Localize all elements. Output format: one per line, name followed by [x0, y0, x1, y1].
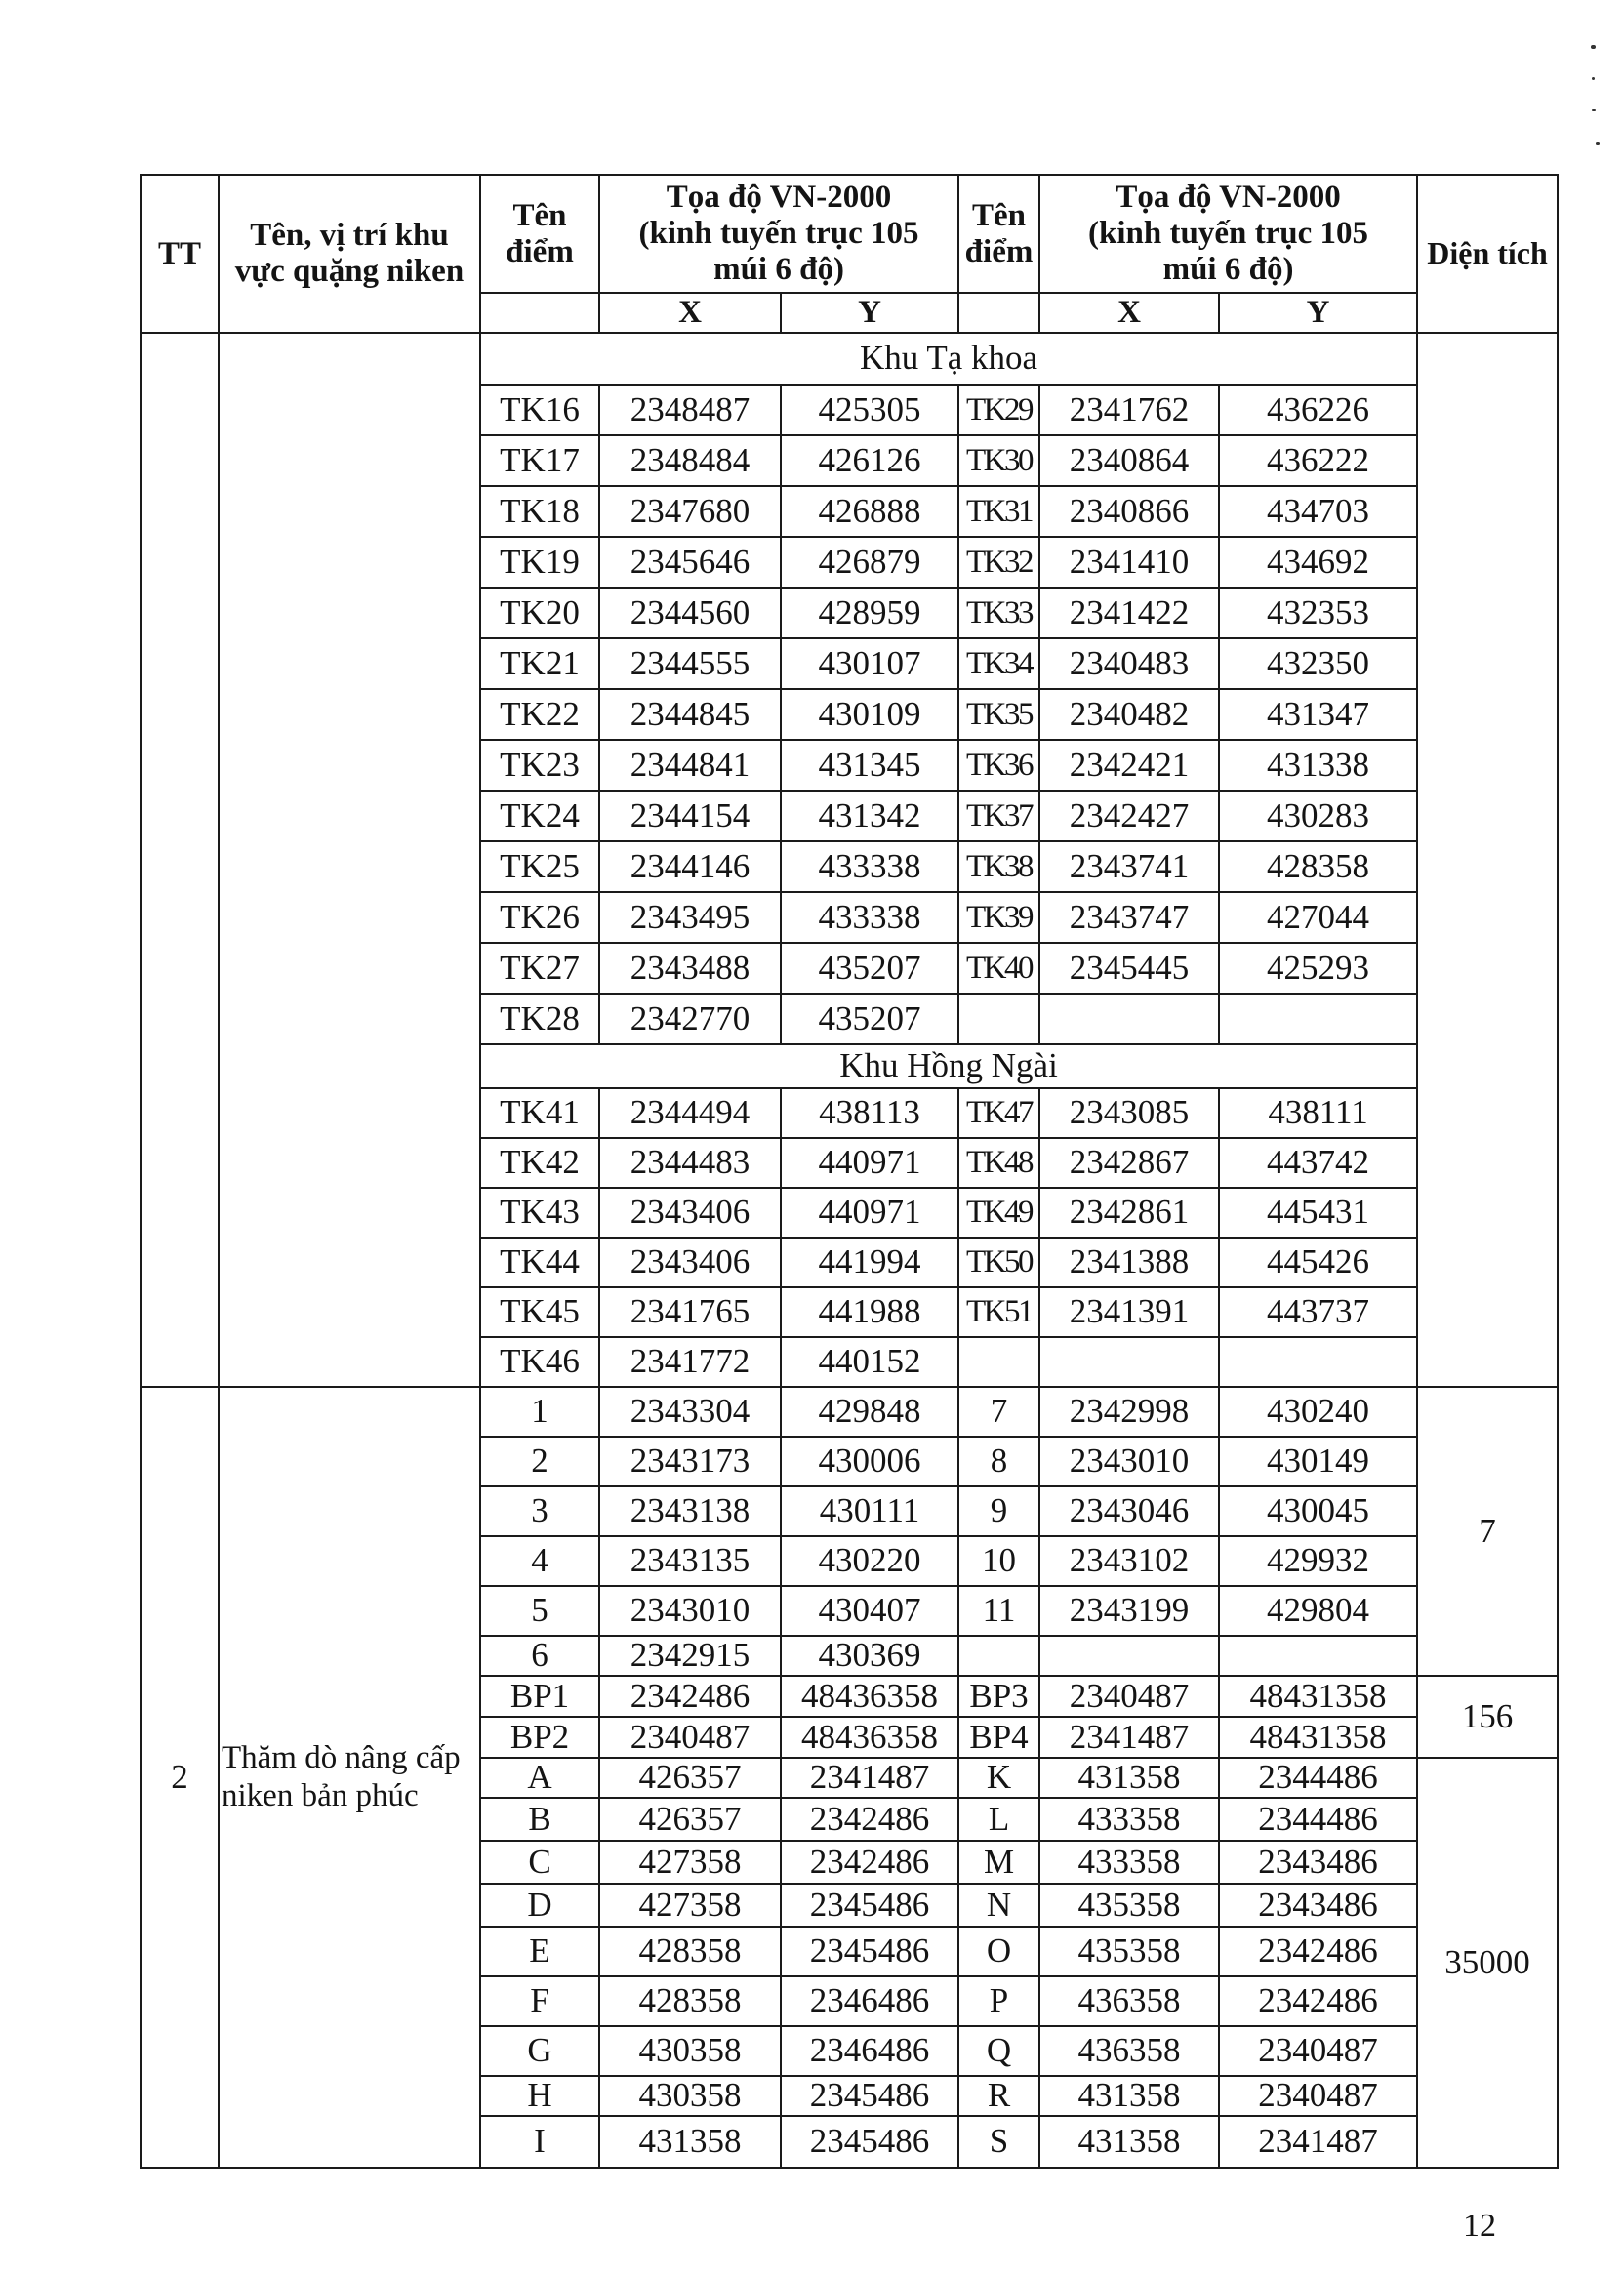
x-coord-cell: 430358: [599, 2076, 781, 2116]
point-name-cell: BP3: [958, 1676, 1039, 1717]
y-coord-cell: 435207: [781, 994, 958, 1044]
x-coord-cell: 2342998: [1039, 1387, 1219, 1437]
x-coord-cell: 2344560: [599, 588, 781, 638]
x-coord-cell: 2343747: [1039, 892, 1219, 943]
point-name-cell: TK16: [480, 385, 599, 435]
y-coord-cell: 441988: [781, 1287, 958, 1337]
x-coord-cell: 2340487: [1039, 1676, 1219, 1717]
header-point-name: [958, 175, 1039, 293]
x-coord-cell: 2341422: [1039, 588, 1219, 638]
x-coord-cell: 2343488: [599, 943, 781, 994]
x-coord-cell: 436358: [1039, 1976, 1219, 2026]
point-name-cell: TK28: [480, 994, 599, 1044]
scan-mark: [1596, 142, 1600, 145]
y-coord-cell: 48431358: [1219, 1676, 1417, 1717]
y-coord-cell: 438113: [781, 1088, 958, 1138]
header-zone-name-line: Tên, vị trí khu: [250, 218, 449, 254]
scan-mark: [1592, 109, 1596, 111]
y-coord-cell: 426126: [781, 435, 958, 486]
x-coord-cell: 435358: [1039, 1884, 1219, 1927]
y-coord-cell: 433338: [781, 841, 958, 892]
point-name-cell: 3: [480, 1486, 599, 1536]
y-coord-cell: 441994: [781, 1238, 958, 1287]
point-name-cell: S: [958, 2116, 1039, 2168]
x-coord-cell: 2341762: [1039, 385, 1219, 435]
point-name-cell: 7: [958, 1387, 1039, 1437]
header-y: Y: [1219, 293, 1417, 333]
x-coord-cell: 2343102: [1039, 1536, 1219, 1586]
x-coord-cell: 2342915: [599, 1636, 781, 1676]
point-name-cell: I: [480, 2116, 599, 2168]
point-name-cell: TK34: [958, 638, 1039, 689]
y-coord-cell: 2344486: [1219, 1798, 1417, 1841]
point-name-cell: TK21: [480, 638, 599, 689]
area-cell: 7: [1417, 1387, 1558, 1676]
point-name-cell: TK40: [958, 943, 1039, 994]
point-name-cell: TK46: [480, 1337, 599, 1387]
point-name-cell: TK23: [480, 740, 599, 791]
area-cell: [1417, 333, 1558, 1387]
x-coord-cell: 2345445: [1039, 943, 1219, 994]
point-name-cell: M: [958, 1841, 1039, 1884]
point-name-cell: O: [958, 1927, 1039, 1976]
point-name-cell: TK27: [480, 943, 599, 994]
y-coord-cell: 430149: [1219, 1437, 1417, 1486]
point-name-cell: TK30: [958, 435, 1039, 486]
point-name-cell: 2: [480, 1437, 599, 1486]
x-coord-cell: 430358: [599, 2026, 781, 2076]
y-coord-cell: [1219, 1337, 1417, 1387]
x-coord-cell: 2342427: [1039, 791, 1219, 841]
x-coord-cell: 2340866: [1039, 486, 1219, 537]
x-coord-cell: 2343010: [599, 1586, 781, 1636]
x-coord-cell: 2343741: [1039, 841, 1219, 892]
x-coord-cell: 2343173: [599, 1437, 781, 1486]
y-coord-cell: 430240: [1219, 1387, 1417, 1437]
point-name-cell: TK38: [958, 841, 1039, 892]
point-name-cell: TK51: [958, 1287, 1039, 1337]
header-point-name-line: Tên: [512, 197, 567, 233]
x-coord-cell: 428358: [599, 1976, 781, 2026]
y-coord-cell: 430369: [781, 1636, 958, 1676]
y-coord-cell: 2345486: [781, 1927, 958, 1976]
y-coord-cell: 435207: [781, 943, 958, 994]
y-coord-cell: 48436358: [781, 1717, 958, 1758]
point-name-cell: TK22: [480, 689, 599, 740]
y-coord-cell: [1219, 1636, 1417, 1676]
point-name-cell: TK25: [480, 841, 599, 892]
x-coord-cell: 433358: [1039, 1841, 1219, 1884]
header-x: X: [1039, 293, 1219, 333]
x-coord-cell: 2341765: [599, 1287, 781, 1337]
header-coordinates-line: múi 6 độ): [713, 251, 844, 287]
point-name-cell: TK35: [958, 689, 1039, 740]
point-name-cell: TK47: [958, 1088, 1039, 1138]
y-coord-cell: 2341487: [1219, 2116, 1417, 2168]
point-name-cell: TK33: [958, 588, 1039, 638]
y-coord-cell: 431338: [1219, 740, 1417, 791]
header-coordinates: [599, 175, 958, 293]
point-name-cell: B: [480, 1798, 599, 1841]
point-name-cell: BP4: [958, 1717, 1039, 1758]
x-coord-cell: 433358: [1039, 1798, 1219, 1841]
y-coord-cell: 440971: [781, 1138, 958, 1188]
y-coord-cell: 433338: [781, 892, 958, 943]
point-name-cell: 6: [480, 1636, 599, 1676]
header-coordinates-line: Tọa độ VN-2000: [666, 180, 892, 216]
x-coord-cell: 2342421: [1039, 740, 1219, 791]
y-coord-cell: 430111: [781, 1486, 958, 1536]
point-name-cell: BP1: [480, 1676, 599, 1717]
zone-name-cell: [219, 333, 480, 1387]
point-name-cell: TK42: [480, 1138, 599, 1188]
x-coord-cell: 2342770: [599, 994, 781, 1044]
y-coord-cell: 430045: [1219, 1486, 1417, 1536]
x-coord-cell: 2344154: [599, 791, 781, 841]
area-cell: 156: [1417, 1676, 1558, 1758]
point-name-cell: TK19: [480, 537, 599, 588]
x-coord-cell: 2348484: [599, 435, 781, 486]
area-cell: 35000: [1417, 1758, 1558, 2168]
point-name-cell: [958, 1337, 1039, 1387]
y-coord-cell: 436222: [1219, 435, 1417, 486]
point-name-cell: 9: [958, 1486, 1039, 1536]
x-coord-cell: 427358: [599, 1884, 781, 1927]
header-zone-name: [219, 175, 480, 333]
x-coord-cell: 2344483: [599, 1138, 781, 1188]
subzone-title: Khu Tạ khoa: [480, 333, 1417, 385]
y-coord-cell: 48431358: [1219, 1717, 1417, 1758]
point-name-cell: TK29: [958, 385, 1039, 435]
table-row: [141, 1387, 1558, 1437]
x-coord-cell: 427358: [599, 1841, 781, 1884]
header-blank-cell: [480, 293, 599, 333]
y-coord-cell: 431345: [781, 740, 958, 791]
point-name-cell: 11: [958, 1586, 1039, 1636]
y-coord-cell: 436226: [1219, 385, 1417, 435]
point-name-cell: N: [958, 1884, 1039, 1927]
point-name-cell: E: [480, 1927, 599, 1976]
x-coord-cell: 2344494: [599, 1088, 781, 1138]
x-coord-cell: 435358: [1039, 1927, 1219, 1976]
point-name-cell: TK17: [480, 435, 599, 486]
y-coord-cell: 48436358: [781, 1676, 958, 1717]
y-coord-cell: 425293: [1219, 943, 1417, 994]
point-name-cell: K: [958, 1758, 1039, 1798]
coordinates-table: [140, 174, 1559, 2169]
point-name-cell: TK44: [480, 1238, 599, 1287]
page-number: 12: [1463, 2208, 1496, 2244]
point-name-cell: TK41: [480, 1088, 599, 1138]
x-coord-cell: 2343010: [1039, 1437, 1219, 1486]
y-coord-cell: 430109: [781, 689, 958, 740]
x-coord-cell: 436358: [1039, 2026, 1219, 2076]
tt-cell: [141, 333, 219, 1387]
x-coord-cell: [1039, 1337, 1219, 1387]
y-coord-cell: 2346486: [781, 1976, 958, 2026]
point-name-cell: TK36: [958, 740, 1039, 791]
y-coord-cell: 429848: [781, 1387, 958, 1437]
point-name-cell: TK45: [480, 1287, 599, 1337]
y-coord-cell: 2343486: [1219, 1841, 1417, 1884]
point-name-cell: 1: [480, 1387, 599, 1437]
y-coord-cell: 426879: [781, 537, 958, 588]
point-name-cell: [958, 1636, 1039, 1676]
y-coord-cell: 2340487: [1219, 2076, 1417, 2116]
scan-mark: [1591, 45, 1596, 49]
header-coordinates: [1039, 175, 1417, 293]
header-coordinates-line: (kinh tuyến trục 105: [1088, 216, 1368, 252]
y-coord-cell: 2345486: [781, 2076, 958, 2116]
x-coord-cell: [1039, 994, 1219, 1044]
y-coord-cell: 2341487: [781, 1758, 958, 1798]
y-coord-cell: 2342486: [1219, 1927, 1417, 1976]
point-name-cell: F: [480, 1976, 599, 2026]
point-name-cell: 5: [480, 1586, 599, 1636]
tt-cell: 2: [141, 1387, 219, 2168]
x-coord-cell: 2342861: [1039, 1188, 1219, 1238]
y-coord-cell: 434692: [1219, 537, 1417, 588]
y-coord-cell: 431347: [1219, 689, 1417, 740]
y-coord-cell: 2343486: [1219, 1884, 1417, 1927]
y-coord-cell: 430006: [781, 1437, 958, 1486]
x-coord-cell: 2343495: [599, 892, 781, 943]
x-coord-cell: 2343304: [599, 1387, 781, 1437]
x-coord-cell: 2340864: [1039, 435, 1219, 486]
x-coord-cell: 426357: [599, 1758, 781, 1798]
x-coord-cell: 431358: [599, 2116, 781, 2168]
y-coord-cell: [1219, 994, 1417, 1044]
point-name-cell: TK39: [958, 892, 1039, 943]
header-coordinates-line: múi 6 độ): [1162, 251, 1294, 287]
y-coord-cell: 2342486: [781, 1841, 958, 1884]
point-name-cell: 10: [958, 1536, 1039, 1586]
zone-name-cell: [219, 1387, 480, 2168]
header-zone-name-line: vực quặng niken: [234, 254, 465, 289]
header-point-name-line: Tên: [972, 197, 1027, 233]
zone-name-line: niken bản phúc: [222, 1778, 419, 1813]
y-coord-cell: 431342: [781, 791, 958, 841]
point-name-cell: R: [958, 2076, 1039, 2116]
point-name-cell: C: [480, 1841, 599, 1884]
point-name-cell: TK43: [480, 1188, 599, 1238]
x-coord-cell: 2348487: [599, 385, 781, 435]
x-coord-cell: 2344146: [599, 841, 781, 892]
y-coord-cell: 430407: [781, 1586, 958, 1636]
y-coord-cell: 432350: [1219, 638, 1417, 689]
y-coord-cell: 429932: [1219, 1536, 1417, 1586]
x-coord-cell: 2341410: [1039, 537, 1219, 588]
y-coord-cell: 426888: [781, 486, 958, 537]
point-name-cell: P: [958, 1976, 1039, 2026]
y-coord-cell: 2342486: [1219, 1976, 1417, 2026]
point-name-cell: Q: [958, 2026, 1039, 2076]
y-coord-cell: 2345486: [781, 1884, 958, 1927]
point-name-cell: A: [480, 1758, 599, 1798]
x-coord-cell: 2344845: [599, 689, 781, 740]
point-name-cell: 4: [480, 1536, 599, 1586]
x-coord-cell: 431358: [1039, 2076, 1219, 2116]
point-name-cell: TK48: [958, 1138, 1039, 1188]
x-coord-cell: 2342867: [1039, 1138, 1219, 1188]
x-coord-cell: 2344555: [599, 638, 781, 689]
point-name-cell: TK49: [958, 1188, 1039, 1238]
y-coord-cell: 430283: [1219, 791, 1417, 841]
y-coord-cell: 432353: [1219, 588, 1417, 638]
table-body: [141, 333, 1558, 2168]
y-coord-cell: 434703: [1219, 486, 1417, 537]
y-coord-cell: 443742: [1219, 1138, 1417, 1188]
x-coord-cell: 2343138: [599, 1486, 781, 1536]
point-name-cell: TK26: [480, 892, 599, 943]
header-row: [141, 175, 1558, 293]
header-coordinates-line: Tọa độ VN-2000: [1116, 180, 1341, 216]
point-name-cell: TK24: [480, 791, 599, 841]
x-coord-cell: 431358: [1039, 1758, 1219, 1798]
point-name-cell: D: [480, 1884, 599, 1927]
x-coord-cell: 2345646: [599, 537, 781, 588]
y-coord-cell: 428358: [1219, 841, 1417, 892]
x-coord-cell: 2347680: [599, 486, 781, 537]
document-sheet: [140, 174, 1559, 2169]
point-name-cell: TK20: [480, 588, 599, 638]
header-blank-cell: [958, 293, 1039, 333]
subzone-title: Khu Hồng Ngài: [480, 1044, 1417, 1088]
scan-mark: [1592, 77, 1595, 80]
y-coord-cell: 445431: [1219, 1188, 1417, 1238]
y-coord-cell: 443737: [1219, 1287, 1417, 1337]
y-coord-cell: 2340487: [1219, 2026, 1417, 2076]
y-coord-cell: 2342486: [781, 1798, 958, 1841]
point-name-cell: 8: [958, 1437, 1039, 1486]
point-name-cell: TK50: [958, 1238, 1039, 1287]
header-point-name-line: điểm: [506, 233, 574, 269]
x-coord-cell: 2343406: [599, 1188, 781, 1238]
y-coord-cell: 430220: [781, 1536, 958, 1586]
x-coord-cell: 2341388: [1039, 1238, 1219, 1287]
header-point-name-line: điểm: [964, 233, 1034, 269]
y-coord-cell: 2344486: [1219, 1758, 1417, 1798]
header-y: Y: [781, 293, 958, 333]
header-coordinates-line: (kinh tuyến trục 105: [638, 216, 919, 252]
x-coord-cell: 2342486: [599, 1676, 781, 1717]
y-coord-cell: 2346486: [781, 2026, 958, 2076]
point-name-cell: BP2: [480, 1717, 599, 1758]
x-coord-cell: 2343085: [1039, 1088, 1219, 1138]
y-coord-cell: 445426: [1219, 1238, 1417, 1287]
point-name-cell: TK18: [480, 486, 599, 537]
point-name-cell: TK32: [958, 537, 1039, 588]
x-coord-cell: 2343046: [1039, 1486, 1219, 1536]
x-coord-cell: 2344841: [599, 740, 781, 791]
header-point-name: [480, 175, 599, 293]
x-coord-cell: 2343199: [1039, 1586, 1219, 1636]
y-coord-cell: 430107: [781, 638, 958, 689]
point-name-cell: TK31: [958, 486, 1039, 537]
point-name-cell: L: [958, 1798, 1039, 1841]
subzone-row: [141, 333, 1558, 385]
point-name-cell: H: [480, 2076, 599, 2116]
x-coord-cell: 2343135: [599, 1536, 781, 1586]
x-coord-cell: 2340487: [599, 1717, 781, 1758]
x-coord-cell: 428358: [599, 1927, 781, 1976]
y-coord-cell: 428959: [781, 588, 958, 638]
y-coord-cell: 440971: [781, 1188, 958, 1238]
x-coord-cell: 426357: [599, 1798, 781, 1841]
point-name-cell: TK37: [958, 791, 1039, 841]
point-name-cell: G: [480, 2026, 599, 2076]
header-x: X: [599, 293, 781, 333]
header-tt: TT: [141, 175, 219, 333]
x-coord-cell: 2340482: [1039, 689, 1219, 740]
x-coord-cell: 2341391: [1039, 1287, 1219, 1337]
x-coord-cell: [1039, 1636, 1219, 1676]
zone-name-line: Thăm dò nâng cấp: [222, 1740, 461, 1776]
x-coord-cell: 2343406: [599, 1238, 781, 1287]
x-coord-cell: 2341772: [599, 1337, 781, 1387]
x-coord-cell: 431358: [1039, 2116, 1219, 2168]
y-coord-cell: 425305: [781, 385, 958, 435]
x-coord-cell: 2341487: [1039, 1717, 1219, 1758]
y-coord-cell: 2345486: [781, 2116, 958, 2168]
y-coord-cell: 438111: [1219, 1088, 1417, 1138]
point-name-cell: [958, 994, 1039, 1044]
x-coord-cell: 2340483: [1039, 638, 1219, 689]
y-coord-cell: 440152: [781, 1337, 958, 1387]
header-area: Diện tích: [1417, 175, 1558, 333]
y-coord-cell: 429804: [1219, 1586, 1417, 1636]
y-coord-cell: 427044: [1219, 892, 1417, 943]
